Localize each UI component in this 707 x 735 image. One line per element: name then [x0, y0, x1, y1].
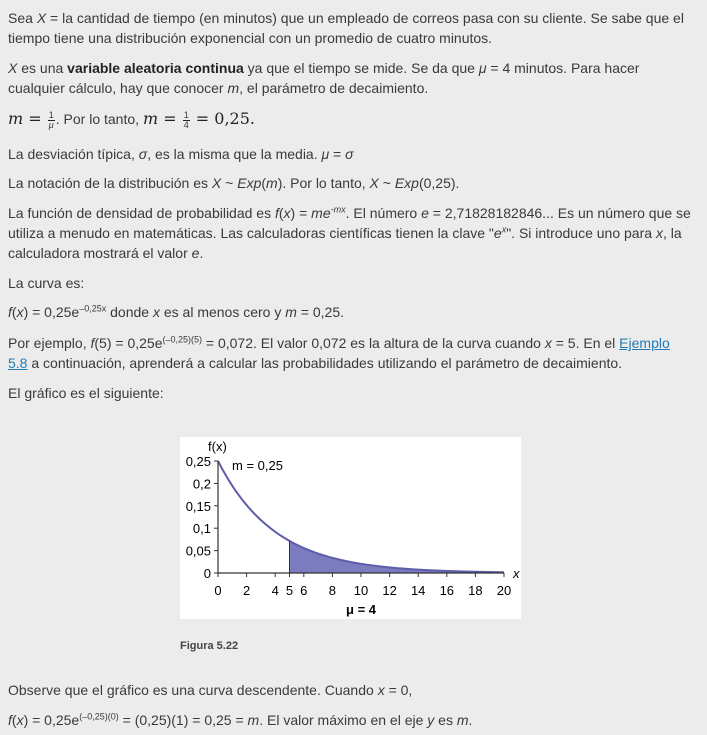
chart-svg: [180, 437, 521, 619]
y-tick-label: 0,2: [192, 476, 211, 492]
paragraph-maximum: $f(x) = 0,25e^{(-0,25)(0)} = (0,25)(1) = 0,25 = m$. El valor máximo en el eje y es m.: [8, 711, 473, 728]
x-tick-label: 0: [214, 583, 222, 598]
paragraph-curve-formula: $f(x) = 0,25e^{-0,25x}$ donde x es al menos cero y m = 0,25.: [8, 303, 345, 320]
paragraph-decay-formula: m = $\frac{1}{\mu}$ . Por lo tanto, m = $\frac{1}{4}$ = 0,25.: [8, 109, 255, 130]
mean-label: μ = 4: [346, 602, 376, 617]
x-tick-label: 2: [242, 583, 251, 598]
x-tick-label: 10: [353, 583, 369, 598]
density-curve: [218, 461, 504, 572]
paragraph-example: Por ejemplo, $f(5) = 0,25e^{(-0,25)(5)} = 0,072$. El valor 0,072 es la altura de la curva cuando x = 5. En el Ejemplo 5.8 a continuación, aprenderá a calcular las probabilidades utilizando el parámetro de decaimiento.: [8, 334, 670, 371]
x-ticks: [214, 573, 511, 598]
paragraph-density-function: La función de densidad de probabilidad es $f(x) = me^{-mx}$. El número e = 2,71828182846... Es un número que se utiliza a menudo en matemáticas. Las calculadoras científicas tienen la clave "$e^x$". Si introduce uno para x, la calculadora mostrará el valor e.: [8, 204, 691, 261]
paragraph-descending: Observe que el gráfico es una curva descendente. Cuando x = 0,: [8, 682, 413, 698]
x-tick-label: 6: [300, 583, 308, 598]
x-tick-label: 20: [496, 583, 512, 598]
y-tick-label: 0,1: [192, 521, 211, 537]
y-axis-label: f(x): [208, 439, 227, 454]
paragraph-std-dev: La desviación típica, σ, es la misma que la media. μ = σ: [8, 146, 354, 162]
x-tick-label: 8: [328, 583, 337, 598]
x-tick-label: 14: [410, 583, 426, 598]
x-tick-label: 12: [382, 583, 397, 598]
decay-annotation: m = 0,25: [232, 458, 283, 473]
x-tick-label: 18: [468, 583, 483, 598]
y-tick-label: 0,05: [185, 543, 211, 559]
y-tick-label: 0,25: [185, 454, 211, 469]
y-tick-label: 0: [203, 566, 211, 581]
paragraph-curve-intro: La curva es:: [8, 275, 85, 291]
paragraph-definition: Sea X = la cantidad de tiempo (en minutos) que un empleado de correos pasa con su cliente. Se sabe que el tiempo tiene una distribución exponencial con un promedio de cuatro minutos.: [8, 10, 684, 46]
x-axis-label: x: [513, 566, 520, 581]
paragraph-continuous: X es una variable aleatoria continua ya que el tiempo se mide. Se da que μ = 4 minutos. Para hacer cualquier cálculo, hay que conocer m, el parámetro de decaimiento.: [8, 60, 640, 96]
fraction-1-over-mu: $\frac{1}{\mu}$: [48, 109, 54, 130]
fraction-1-over-4: $\frac{1}{4}$: [183, 109, 189, 130]
y-tick-label: 0,15: [185, 498, 211, 514]
paragraph-notation: La notación de la distribución es X ~ Exp(m). Por lo tanto, X ~ Exp(0,25).: [8, 175, 460, 191]
x-tick-label: 4: [271, 583, 279, 598]
paragraph-graph-intro: El gráfico es el siguiente:: [8, 385, 164, 401]
example-5-8-link[interactable]: Ejemplo 5.8: [8, 335, 670, 371]
x-tick-label: 5: [285, 583, 294, 598]
x-tick-label: 16: [439, 583, 455, 598]
figure-caption: Figura 5.22: [180, 640, 239, 652]
y-ticks: [186, 454, 218, 581]
exponential-chart: [180, 437, 521, 619]
